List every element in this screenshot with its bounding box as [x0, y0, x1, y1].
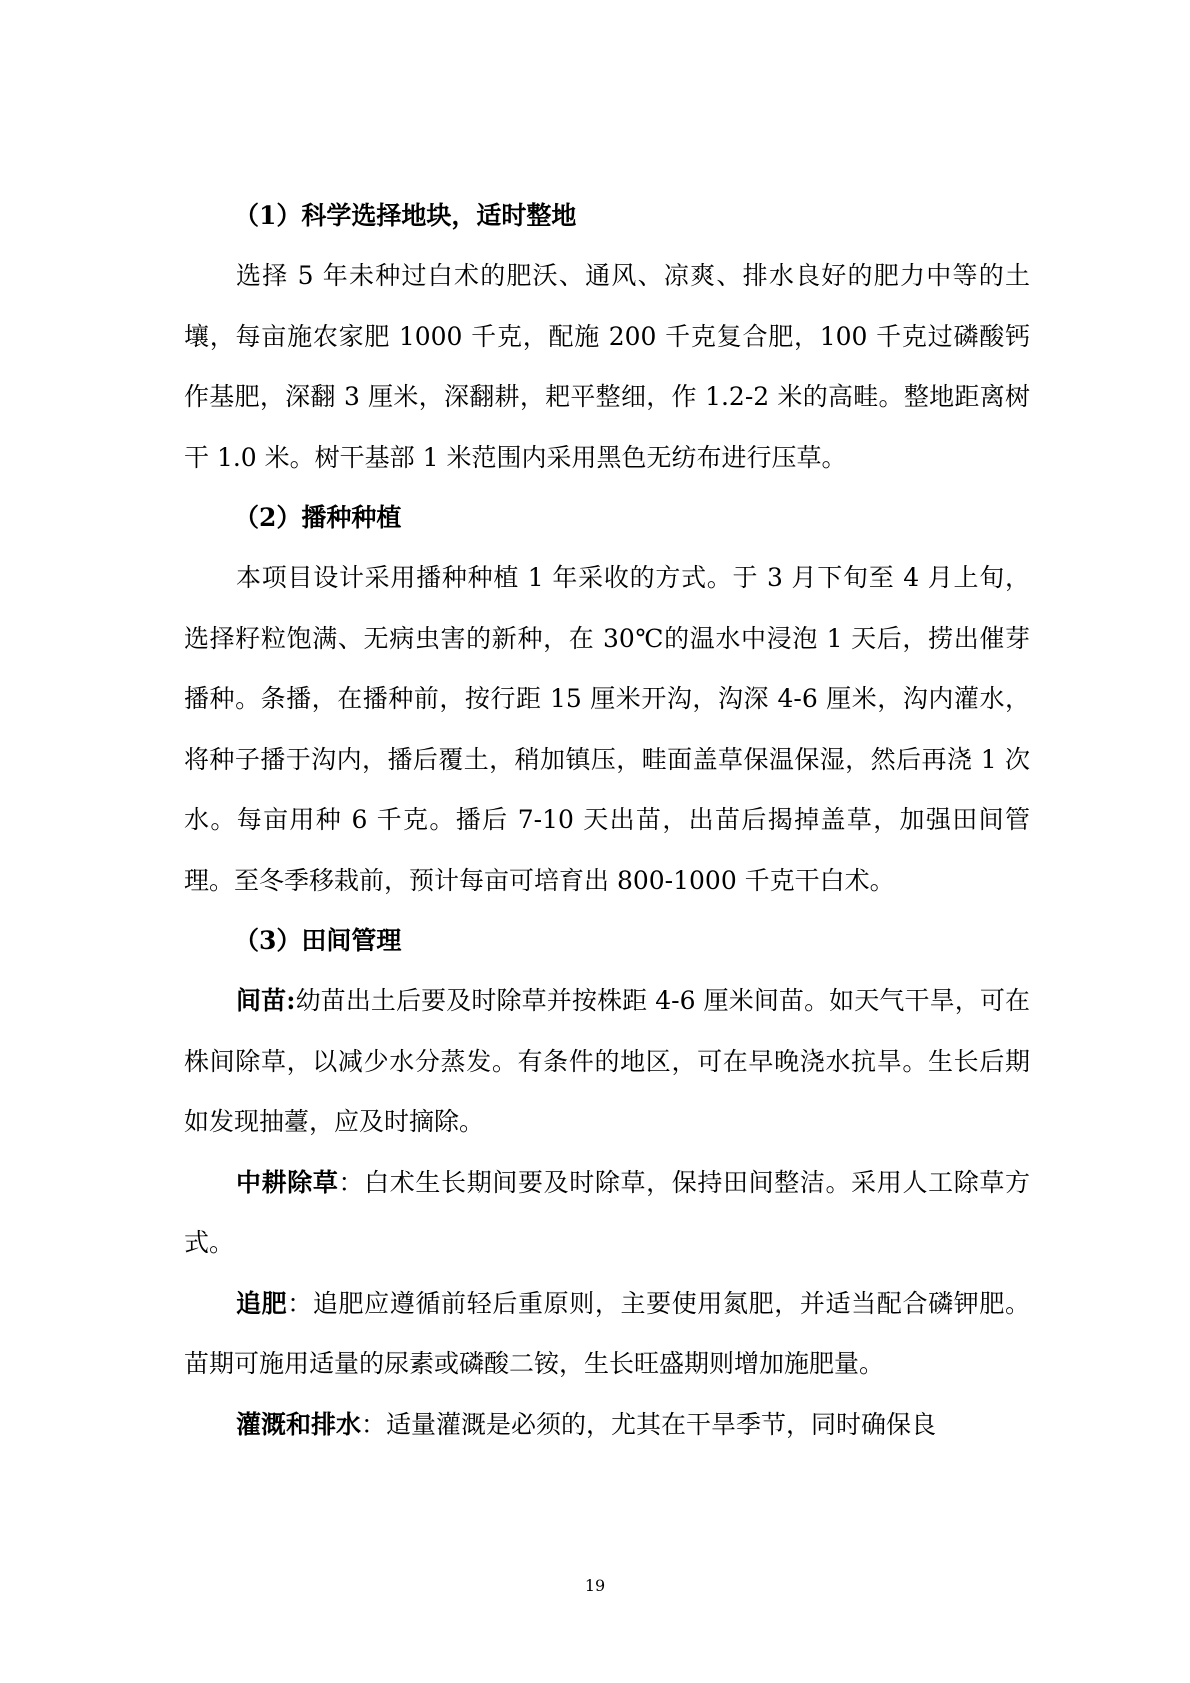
page-content [184, 186, 1030, 1455]
section-heading-3: （3）田间管理 [234, 926, 402, 955]
weeding-paragraph [184, 1153, 1030, 1274]
weeding-text: ：白术生长期间要及时除草，保持田间整洁。采用人工除草方式。 [184, 1167, 1030, 1257]
section-heading-1: （1）科学选择地块，适时整地 [234, 201, 577, 230]
section-paragraph-1: 选择 5 年未种过白术的肥沃、通风、凉爽、排水良好的肥力中等的土壤，每亩施农家肥 1000 千克，配施 200 千克复合肥，100 千克过磷酸钙作基肥，深翻 3 厘米，深翻耕，耙平整细，作 1.2-2 米的高畦。整地距离树干 1.0 米。树干基部 1 米范围内采用黑色无纺布进行压草。 [184, 261, 1030, 472]
irrigation-paragraph [184, 1395, 1030, 1456]
thinning-term: 间苗: [236, 986, 296, 1015]
section-heading-2: （2）播种种植 [234, 503, 402, 532]
fertilizing-paragraph [184, 1274, 1030, 1395]
page-number: 19 [584, 1576, 606, 1595]
thinning-paragraph [184, 971, 1030, 1153]
fertilizing-text: ：追肥应遵循前轻后重原则，主要使用氮肥，并适当配合磷钾肥。苗期可施用适量的尿素或磷酸二铵，生长旺盛期则增加施肥量。 [184, 1288, 1030, 1378]
fertilizing-term: 追肥 [236, 1288, 288, 1318]
thinning-text: 幼苗出土后要及时除草并按株距 4-6 厘米间苗。如天气干旱，可在株间除草，以减少水分蒸发。有条件的地区，可在早晚浇水抗旱。生长后期如发现抽薹，应及时摘除。 [184, 986, 1031, 1136]
irrigation-text: ：适量灌溉是必须的，尤其在干旱季节，同时确保良 [361, 1409, 937, 1439]
weeding-term: 中耕除草 [236, 1167, 339, 1197]
section-paragraph-2: 本项目设计采用播种种植 1 年采收的方式。于 3 月下旬至 4 月上旬，选择籽粒饱满、无病虫害的新种，在 30℃的温水中浸泡 1 天后，捞出催芽播种。条播，在播种前，按行距 15 厘米开沟，沟深 4-6 厘米，沟内灌水，将种子播于沟内，播后覆土，稍加镇压，畦面盖草保温保湿，然后再浇 1 次水。每亩用种 6 千克。播后 7-10 天出苗，出苗后揭掉盖草，加强田间管理。至冬季移栽前，预计每亩可培育出 800-1000 千克干白术。 [184, 563, 1030, 895]
irrigation-term: 灌溉和排水 [236, 1409, 362, 1439]
